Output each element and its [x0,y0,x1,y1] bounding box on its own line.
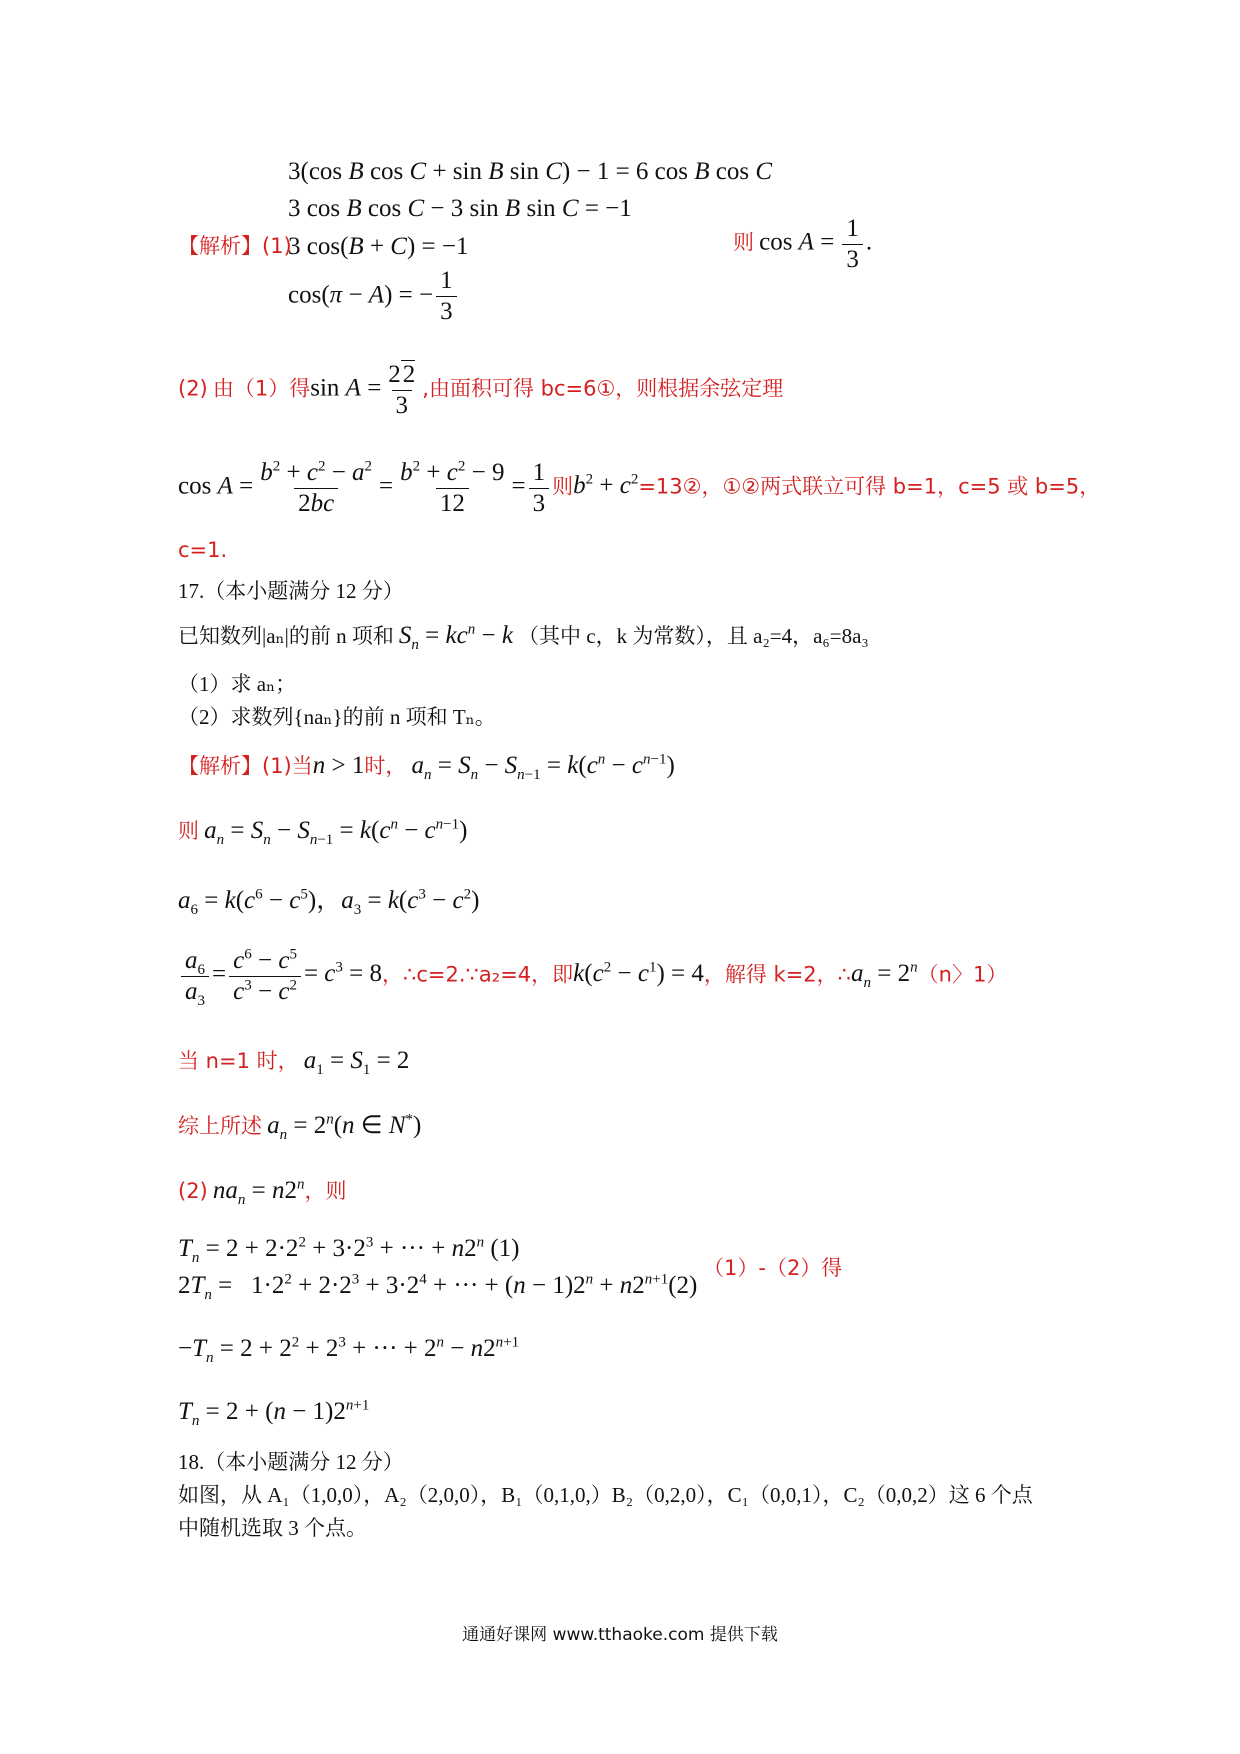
q18-title: 18.（本小题满分 12 分） [178,1450,404,1474]
text: （其中 c，k 为常数），且 a₂=4，a₆=8a₃ [518,624,869,648]
text: ，则 [304,1179,347,1203]
sol16-eq3: 3 cos(B + C) = −1 [288,233,469,260]
part-number: (1) [262,234,292,258]
text: ，∴c=2.∵a₂=4，即 [382,962,574,987]
analysis-label: 【解析】 [178,234,262,258]
text: 由（1）得 [212,376,311,401]
text: 已知数列 [178,624,262,648]
sol16-cos-line: cos A = $\frac{b^2 + c^2 - a^2}{2bc}$ = $\frac{b^2 + c^2 - 9}{12}$ = $\frac{1}{3}$ 则$b^2$ + $c^2=13②$，①②两式联立可得 b=1，c=5 或 b=5， [178,458,1101,518]
part-number: (2) [178,1179,208,1203]
sol17-line4: $\frac{a_6}{a_3}$ = $\frac{c^6 - c^5}{c^3 - c^2}$ = $c^3 = 8$，∴c=2.∵a₂=4，即$k(c^2 - c^1) = 4$，解得 k=2，$\therefore a_n = 2^n(n$〉1） [178,948,1007,1006]
q17-stem: 已知数列|aₙ|的前 n 项和 $S_n = kc^n - k$ （其中 c，k 为常数），且 a₂=4，a₆=8a₃ [178,621,869,653]
q17-sub1: （1）求 aₙ； [178,672,297,696]
text: 则 [552,474,574,499]
sol17-line3: $a_6 = k(c^6 - c^5)$，$a_3 = k(c^3 - c^2)$ [178,886,480,918]
sol17-subtract-note: （1）-（2）得 [703,1256,843,1280]
text: 当 n=1 时， [178,1049,299,1073]
analysis-label: 【解析】 [178,754,262,778]
sol16-eq2: 3 cos B cos C − 3 sin B sin C = −1 [288,195,632,222]
sol17-line1: 【解析】(1)当n > 1时， $a_n = S_n - S_{n-1} = k(c^n - c^{n-1})$ [178,751,675,783]
sol16-result1: 则 cos A = $\frac{1}{3}$ . [733,215,873,274]
sol16-eq4: cos(π − A) = − $\frac{1}{3}$ [288,268,460,326]
sol17-line7: (2) $na_n = n2^n$，则 [178,1176,347,1208]
text: ，解得 k=2，∴ [703,962,852,987]
sol17-line10: $-T_n = 2 + 2^2 + 2^3$ + ··· + $2^n - n2^{n+1}$ [178,1334,520,1366]
text: 的前 n 项和 [288,624,394,648]
sol17-line5: 当 n=1 时， $a_1 = S_1 = 2$ [178,1047,410,1078]
q17-title: 17.（本小题满分 12 分） [178,579,404,603]
sol17-line8: $T_n = 2 + 2\cdot 2^2 + 3\cdot 2^3$ + ··· + $n2^n$ (1) [178,1234,520,1266]
then-label: 则 [733,230,754,255]
sol16-tail: c=1. [178,538,228,562]
text: （n〉1） [917,962,1008,987]
text: ,由面积可得 bc=6①，则根据余弦定理 [422,376,784,401]
part-number: (1) [262,754,292,778]
text: 则 [178,819,199,843]
text: =13②，①②两式联立可得 b=1，c=5 或 b=5， [638,474,1101,499]
q18-line2: 中随机选取 3 个点。 [178,1516,367,1540]
part-number: (2) [178,376,208,401]
text: 时， [364,754,407,778]
sol17-line6: 综上所述 $a_n = 2^n(n$ ∈ N*) [178,1111,422,1143]
q18-line1: 如图，从 A₁（1,0,0），A₂（2,0,0），B₁（0,1,0,）B₂（0,2,0），C₁（0,0,1），C₂（0,0,2）这 6 个点 [178,1483,1033,1507]
q17-sub2: （2）求数列{naₙ}的前 n 项和 Tₙ。 [178,705,496,729]
text: 综上所述 [178,1114,262,1138]
sol17-line9: $2T_n = 1\cdot 2^2 + 2\cdot 2^3 + 3\cdot 2^4$ + ··· + $(n - 1)2^n + n2^{n+1}(2)$ [178,1271,698,1303]
page-footer: 通通好课网 www.tthaoke.com 提供下载 [462,1625,778,1645]
sol17-line11: $T_n = 2 + (n - 1)2^{n+1}$ [178,1397,370,1429]
text: 当 [291,754,313,778]
text: |aₙ| [262,624,289,648]
sol16-label-row [178,230,292,260]
sol16-part2-line: (2) 由（1）得sin A = $\frac{22}{3}$ ,由面积可得 bc=6①，则根据余弦定理 [178,361,784,420]
sol17-line2: 则 $a_n = S_n - S_{n-1} = k(c^n - c^{n-1})$ [178,816,468,848]
sol16-eq1: 3(cos B cos C + sin B sin C) − 1 = 6 cos B cos C [288,158,773,185]
